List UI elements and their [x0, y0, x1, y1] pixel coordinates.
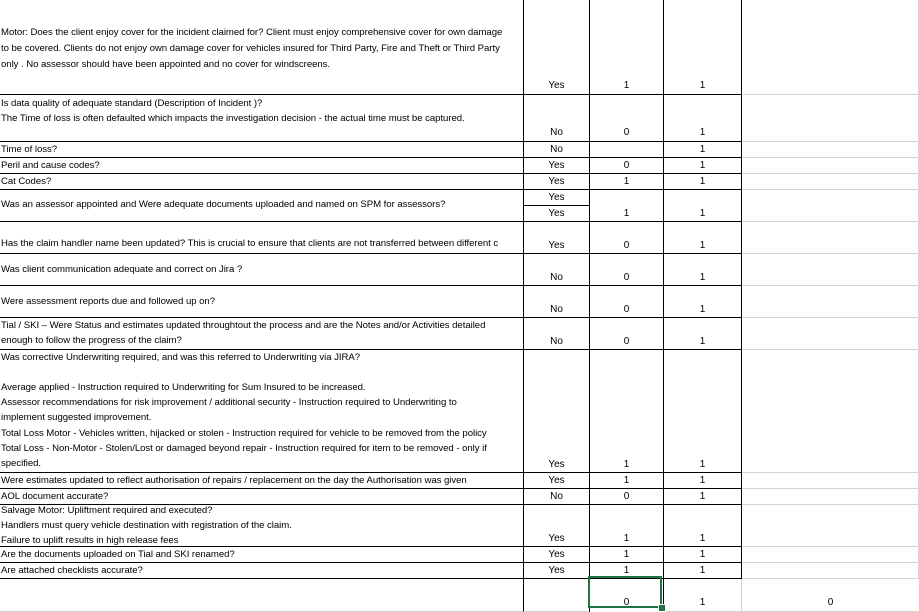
empty-cell[interactable] [742, 190, 919, 222]
max-score-cell[interactable] [663, 350, 742, 473]
total-extra-value: 0 [827, 597, 834, 608]
question-line: Was an assessor appointed and Were adequate documents uploaded and named on SPM for assessors? [1, 199, 446, 210]
question-line: Failure to uplift results in high release fees [1, 535, 179, 546]
question-line: Was corrective Underwriting required, and was this referred to Underwriting via JIRA? [1, 352, 361, 363]
score-cell[interactable] [589, 222, 663, 254]
score-cell[interactable] [589, 254, 663, 286]
answer-top-value: Yes [548, 192, 565, 203]
answer-value: No [550, 144, 563, 155]
table-row [0, 0, 919, 95]
question-line: enough to follow the progress of the claim? [1, 335, 182, 346]
empty-cell[interactable] [742, 254, 919, 286]
max-score-value: 1 [699, 459, 706, 470]
question-line: Peril and cause codes? [1, 160, 100, 171]
empty-cell[interactable] [742, 142, 919, 158]
answer-cell[interactable] [523, 350, 589, 473]
answer-value: No [550, 304, 563, 315]
answer-value: Yes [548, 240, 565, 251]
score-cell[interactable] [589, 174, 663, 190]
answer-cell[interactable] [523, 473, 589, 489]
empty-cell[interactable] [742, 547, 919, 563]
question-cell[interactable] [0, 190, 523, 222]
score-cell[interactable] [589, 95, 663, 142]
question-line: Cat Codes? [1, 176, 52, 187]
empty-cell[interactable] [742, 174, 919, 190]
score-value: 1 [623, 459, 630, 470]
score-cell[interactable] [589, 286, 663, 318]
question-line: Handlers must query vehicle destination with registration of the claim. [1, 520, 292, 531]
max-score-cell[interactable] [663, 547, 742, 563]
score-cell[interactable] [589, 142, 663, 158]
answer-value: Yes [548, 80, 565, 91]
max-score-value: 1 [699, 144, 706, 155]
max-score-value: 1 [699, 565, 706, 576]
answer-cell[interactable] [523, 254, 589, 286]
score-cell[interactable] [589, 190, 663, 222]
answer-cell[interactable] [523, 489, 589, 505]
score-cell[interactable] [589, 318, 663, 350]
answer-cell[interactable] [523, 95, 589, 142]
total-score-value: 0 [623, 597, 630, 608]
answer-value: Yes [548, 176, 565, 187]
score-value: 1 [623, 533, 630, 544]
question-cell[interactable] [0, 0, 523, 95]
answer-cell[interactable] [523, 563, 589, 579]
totals-answer-cell[interactable] [523, 579, 589, 612]
score-value: 1 [623, 475, 630, 486]
score-value: 1 [623, 176, 630, 187]
question-cell[interactable] [0, 563, 523, 579]
max-score-value: 1 [699, 272, 706, 283]
answer-cell[interactable] [523, 190, 589, 222]
question-line: Is data quality of adequate standard (Description of Incident )? [1, 98, 263, 109]
max-score-cell[interactable] [663, 473, 742, 489]
score-value: 0 [623, 336, 630, 347]
answer-value: No [550, 491, 563, 502]
score-value: 0 [623, 160, 630, 171]
max-score-value: 1 [699, 176, 706, 187]
empty-cell[interactable] [742, 505, 919, 547]
empty-cell[interactable] [742, 350, 919, 473]
max-score-cell[interactable] [663, 254, 742, 286]
max-score-value: 1 [699, 127, 706, 138]
max-score-value: 1 [699, 160, 706, 171]
score-cell[interactable] [589, 158, 663, 174]
question-cell[interactable] [0, 505, 523, 547]
question-cell[interactable] [0, 489, 523, 505]
max-score-cell[interactable] [663, 489, 742, 505]
score-value: 1 [623, 549, 630, 560]
answer-value: Yes [548, 208, 565, 219]
question-cell[interactable] [0, 254, 523, 286]
empty-cell[interactable] [742, 95, 919, 142]
max-score-cell[interactable] [663, 95, 742, 142]
max-score-value: 1 [699, 80, 706, 91]
answer-value: Yes [548, 565, 565, 576]
empty-cell[interactable] [742, 489, 919, 505]
question-line: Motor: Does the client enjoy cover for the incident claimed for? Client must enjoy comprehensive cover for own damage [1, 27, 503, 38]
question-line: Total Loss - Non-Motor - Stolen/Lost or damaged beyond repair - Instruction required for item to be removed - only if [1, 443, 487, 454]
answer-split-line [524, 205, 589, 206]
max-score-cell[interactable] [663, 563, 742, 579]
selected-cell-outline[interactable] [588, 576, 662, 608]
table-row [0, 547, 919, 563]
score-cell[interactable] [589, 473, 663, 489]
question-line: Average applied - Instruction required to Underwriting for Sum Insured to be increased. [1, 382, 366, 393]
score-value: 0 [623, 127, 630, 138]
score-value: 0 [623, 272, 630, 283]
score-cell[interactable] [589, 505, 663, 547]
empty-cell[interactable] [742, 158, 919, 174]
question-line: The Time of loss is often defaulted which impacts the investigation decision - the actual time must be captured. [1, 113, 465, 124]
answer-cell[interactable] [523, 505, 589, 547]
question-cell[interactable] [0, 174, 523, 190]
question-line: to be covered. Clients do not enjoy own damage cover for vehicles insured for Third Party, Fire and Theft or Third Party [1, 43, 500, 54]
answer-cell[interactable] [523, 222, 589, 254]
score-value: 1 [623, 565, 630, 576]
table-row [0, 489, 919, 505]
answer-value: No [550, 336, 563, 347]
max-score-cell[interactable] [663, 158, 742, 174]
max-score-value: 1 [699, 208, 706, 219]
max-score-cell[interactable] [663, 174, 742, 190]
question-cell[interactable] [0, 158, 523, 174]
table-row [0, 190, 919, 222]
table-row [0, 563, 919, 579]
question-cell[interactable] [0, 142, 523, 158]
fill-handle[interactable] [658, 604, 666, 612]
answer-cell[interactable] [523, 158, 589, 174]
max-score-value: 1 [699, 491, 706, 502]
answer-value: Yes [548, 533, 565, 544]
total-max-cell[interactable] [663, 579, 742, 612]
total-max-value: 1 [699, 597, 706, 608]
question-line: Salvage Motor: Upliftment required and executed? [1, 505, 213, 516]
answer-cell[interactable] [523, 547, 589, 563]
answer-cell[interactable] [523, 142, 589, 158]
table-row [0, 286, 919, 318]
answer-value: Yes [548, 475, 565, 486]
max-score-cell[interactable] [663, 222, 742, 254]
empty-cell[interactable] [742, 318, 919, 350]
answer-value: Yes [548, 160, 565, 171]
question-line: Assessor recommendations for risk improvement / additional security - Instruction required to Underwriting to [1, 397, 457, 408]
question-cell[interactable] [0, 547, 523, 563]
score-cell[interactable] [589, 350, 663, 473]
max-score-value: 1 [699, 336, 706, 347]
answer-value: No [550, 272, 563, 283]
question-line: specified. [1, 458, 42, 469]
answer-cell[interactable] [523, 286, 589, 318]
empty-cell[interactable] [742, 0, 919, 95]
answer-value: No [550, 127, 563, 138]
question-cell[interactable] [0, 473, 523, 489]
totals-row [0, 579, 919, 612]
max-score-value: 1 [699, 475, 706, 486]
max-score-cell[interactable] [663, 286, 742, 318]
question-line: only . No assessor should have been appointed and no cover for windscreens. [1, 59, 331, 70]
max-score-value: 1 [699, 240, 706, 251]
question-cell[interactable] [0, 286, 523, 318]
question-line: Was client communication adequate and correct on Jira ? [1, 264, 243, 275]
question-line: Are the documents uploaded on Tial and SKI renamed? [1, 549, 235, 560]
question-cell[interactable] [0, 350, 523, 473]
table-row [0, 95, 919, 142]
score-cell[interactable] [589, 547, 663, 563]
answer-value: Yes [548, 549, 565, 560]
score-value: 0 [623, 491, 630, 502]
table-row [0, 222, 919, 254]
question-line: Tial / SKI – Were Status and estimates updated throughtout the process and are the Notes and/or Activities detailed [1, 320, 486, 331]
table-row [0, 350, 919, 473]
empty-cell[interactable] [742, 563, 919, 579]
score-cell[interactable] [589, 0, 663, 95]
max-score-value: 1 [699, 533, 706, 544]
answer-cell[interactable] [523, 174, 589, 190]
score-value: 0 [623, 304, 630, 315]
question-line: Has the claim handler name been updated? This is crucial to ensure that clients are not transferred between different c [1, 238, 499, 249]
empty-cell[interactable] [742, 222, 919, 254]
total-extra-cell[interactable] [742, 579, 919, 612]
table-row [0, 174, 919, 190]
max-score-cell[interactable] [663, 190, 742, 222]
score-value: 1 [623, 208, 630, 219]
question-line: Were estimates updated to reflect authorisation of repairs / replacement on the day the Authorisation was given [1, 475, 467, 486]
empty-cell[interactable] [742, 473, 919, 489]
table-row [0, 158, 919, 174]
table-row [0, 142, 919, 158]
max-score-cell[interactable] [663, 0, 742, 95]
max-score-cell[interactable] [663, 142, 742, 158]
table-row [0, 473, 919, 489]
max-score-value: 1 [699, 304, 706, 315]
answer-value: Yes [548, 459, 565, 470]
question-line: Are attached checklists accurate? [1, 565, 143, 576]
table-row [0, 505, 919, 547]
question-line: Were assessment reports due and followed up on? [1, 296, 215, 307]
question-line: AOL document accurate? [1, 491, 109, 502]
question-cell[interactable] [0, 222, 523, 254]
empty-cell[interactable] [742, 286, 919, 318]
max-score-cell[interactable] [663, 318, 742, 350]
table-row [0, 254, 919, 286]
answer-cell[interactable] [523, 0, 589, 95]
table-row [0, 318, 919, 350]
score-cell[interactable] [589, 489, 663, 505]
totals-label-cell[interactable] [0, 579, 523, 612]
question-line: Time of loss? [1, 144, 58, 155]
score-value: 1 [623, 80, 630, 91]
question-cell[interactable] [0, 95, 523, 142]
max-score-value: 1 [699, 549, 706, 560]
max-score-cell[interactable] [663, 505, 742, 547]
question-cell[interactable] [0, 318, 523, 350]
answer-cell[interactable] [523, 318, 589, 350]
question-line: Total Loss Motor - Vehicles written, hijacked or stolen - Instruction required for vehicle to be removed from the policy [1, 428, 487, 439]
score-value: 0 [623, 240, 630, 251]
question-line: implement suggested improvement. [1, 412, 152, 423]
